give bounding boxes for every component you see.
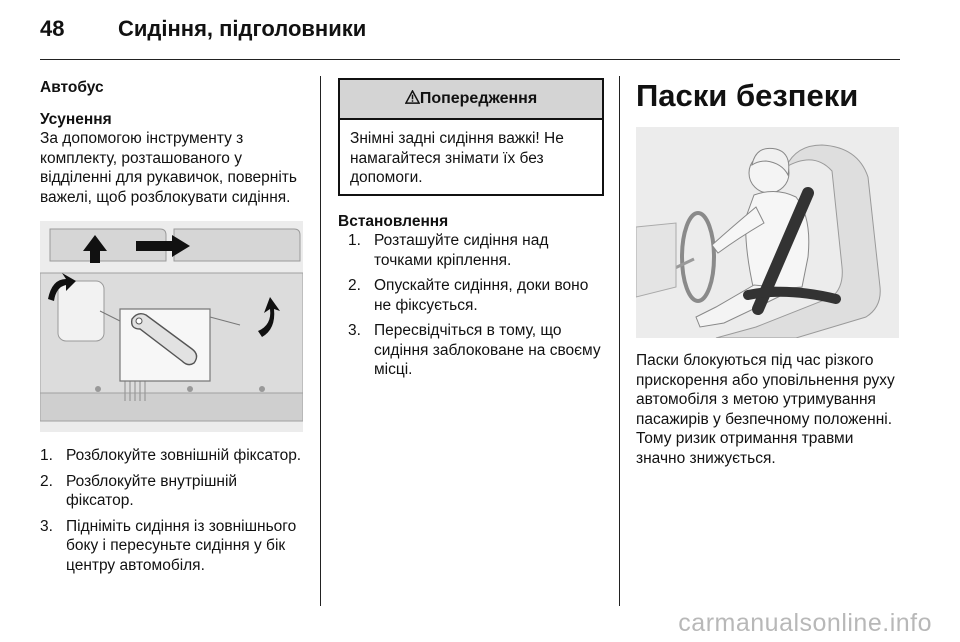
middle-column — [338, 78, 606, 380]
seat-removal-illustration — [40, 221, 303, 432]
list-item: 3. Підніміть сидіння із зовнішнього боку і пересуньте сидіння у бік центру автомобіля. — [40, 517, 297, 574]
seatbelt-text: Паски блокуються під час різкого прискорення або уповільнення руху автомобіля з метою утримування пасажирів у безпечному положенні. Тому ризик отримання травми значно знижується. — [636, 352, 895, 467]
list-item: 1. Розблокуйте зовнішній фіксатор. — [40, 447, 302, 464]
header-rule — [40, 59, 900, 60]
left-column — [40, 78, 308, 575]
list-item: 3. Пересвідчіться в тому, що сидіння заблоковане на своєму місці. — [348, 322, 601, 378]
section-title: Паски безпеки — [636, 78, 859, 113]
seatbelt-illustration — [636, 127, 899, 338]
removal-steps-list — [40, 446, 308, 575]
section-subtitle: Автобус — [40, 79, 104, 96]
right-column — [636, 78, 904, 468]
page-header — [40, 16, 366, 42]
warning-triangle-icon — [405, 90, 420, 104]
install-heading: Встановлення — [338, 212, 449, 230]
page-number: 48 — [40, 16, 65, 41]
warning-box — [338, 78, 604, 196]
watermark: carmanualsonline.info — [678, 609, 932, 637]
removal-text: За допомогою інструменту з комплекту, розташованого у відділенні для рукавичок, поверніть важелі, щоб розблокувати сидіння. — [40, 130, 297, 206]
column-divider-right — [619, 76, 620, 606]
page-title: Сидіння, підголовники — [118, 16, 367, 41]
list-item: 2. Розблокуйте внутрішній фіксатор. — [40, 472, 238, 509]
warning-text: Знімні задні сидіння важкі! Не намагайтеся знімати їх без допомоги. — [350, 130, 564, 186]
list-item: 1. Розташуйте сидіння над точками кріплення. — [348, 232, 549, 269]
list-item: 2. Опускайте сидіння, доки воно не фіксується. — [348, 277, 589, 314]
column-divider-left — [320, 76, 321, 606]
install-steps-list — [338, 231, 606, 380]
removal-heading: Усунення — [40, 110, 112, 128]
warning-title: Попередження — [340, 80, 602, 120]
